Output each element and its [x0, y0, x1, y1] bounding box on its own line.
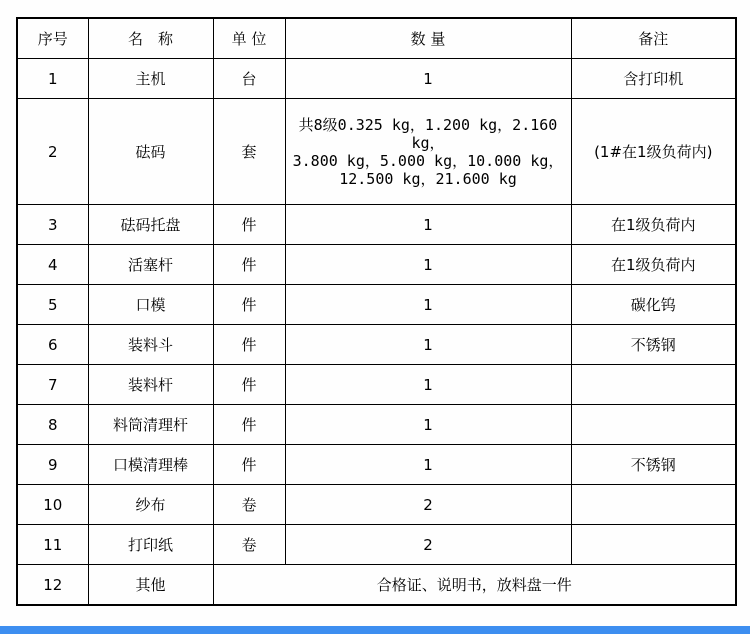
row-unit: 套: [213, 99, 285, 205]
row-unit: 件: [213, 405, 285, 445]
row-name: 纱布: [88, 485, 213, 525]
row-seq: 9: [17, 445, 88, 485]
table-row: [17, 405, 736, 445]
row-note: [571, 365, 736, 405]
row-name: 活塞杆: [88, 245, 213, 285]
row-qty: 1: [285, 365, 571, 405]
row-unit: 件: [213, 445, 285, 485]
row-qty: 2: [285, 525, 571, 565]
bottom-accent-bar: [0, 626, 750, 634]
row-qty: 1: [285, 325, 571, 365]
weights-line: 共8级0.325 kg，1.200 kg，2.160 kg，: [298, 115, 558, 152]
row-qty: 1: [285, 245, 571, 285]
row-merged-note: 合格证、说明书，放料盘一件: [213, 565, 736, 606]
row-qty: 2: [285, 485, 571, 525]
row-note: 不锈钢: [571, 445, 736, 485]
row-note: (1#在1级负荷内): [571, 99, 736, 205]
row-qty: 1: [285, 59, 571, 99]
row-unit: 卷: [213, 525, 285, 565]
table-row: [17, 99, 736, 205]
header-note: 备注: [571, 18, 736, 59]
row-seq: 7: [17, 365, 88, 405]
weights-line: 12.500 kg，21.600 kg: [339, 169, 517, 188]
header-name: 名 称: [88, 18, 213, 59]
header-unit: 单 位: [213, 18, 285, 59]
row-seq: 4: [17, 245, 88, 285]
row-unit: 台: [213, 59, 285, 99]
row-name: 砝码: [88, 99, 213, 205]
row-unit: 件: [213, 325, 285, 365]
row-seq: 12: [17, 565, 88, 606]
row-name: 砝码托盘: [88, 205, 213, 245]
row-note: 在1级负荷内: [571, 245, 736, 285]
header-qty: 数 量: [285, 18, 571, 59]
row-seq: 2: [17, 99, 88, 205]
table-row: [17, 525, 736, 565]
row-note: 碳化钨: [571, 285, 736, 325]
table-row: [17, 485, 736, 525]
row-seq: 1: [17, 59, 88, 99]
row-seq: 8: [17, 405, 88, 445]
table-row: [17, 245, 736, 285]
row-note: 含打印机: [571, 59, 736, 99]
row-name: 其他: [88, 565, 213, 606]
row-seq: 10: [17, 485, 88, 525]
row-unit: 件: [213, 245, 285, 285]
row-unit: 件: [213, 205, 285, 245]
packing-list-table: [16, 17, 737, 606]
header-seq: 序号: [17, 18, 88, 59]
row-note: [571, 485, 736, 525]
row-qty: 1: [285, 405, 571, 445]
row-note: 不锈钢: [571, 325, 736, 365]
weights-line: 3.800 kg，5.000 kg，10.000 kg，: [292, 151, 564, 170]
row-name: 装料斗: [88, 325, 213, 365]
row-qty: 1: [285, 445, 571, 485]
row-seq: 3: [17, 205, 88, 245]
row-qty: 1: [285, 205, 571, 245]
row-unit: 件: [213, 285, 285, 325]
row-name: 装料杆: [88, 365, 213, 405]
row-unit: 件: [213, 365, 285, 405]
table-row: [17, 365, 736, 405]
table-row: [17, 285, 736, 325]
table-row: [17, 445, 736, 485]
table-row: [17, 205, 736, 245]
row-name: 打印纸: [88, 525, 213, 565]
row-note: [571, 405, 736, 445]
row-name: 口模: [88, 285, 213, 325]
row-unit: 卷: [213, 485, 285, 525]
row-qty: 1: [285, 285, 571, 325]
table-row: [17, 565, 736, 606]
row-qty-weights: [285, 99, 571, 205]
row-seq: 6: [17, 325, 88, 365]
table-row: [17, 59, 736, 99]
row-seq: 11: [17, 525, 88, 565]
table-row: [17, 325, 736, 365]
table-header-row: [17, 18, 736, 59]
row-name: 口模清理棒: [88, 445, 213, 485]
row-name: 主机: [88, 59, 213, 99]
row-name: 料筒清理杆: [88, 405, 213, 445]
row-seq: 5: [17, 285, 88, 325]
row-note: [571, 525, 736, 565]
row-note: 在1级负荷内: [571, 205, 736, 245]
